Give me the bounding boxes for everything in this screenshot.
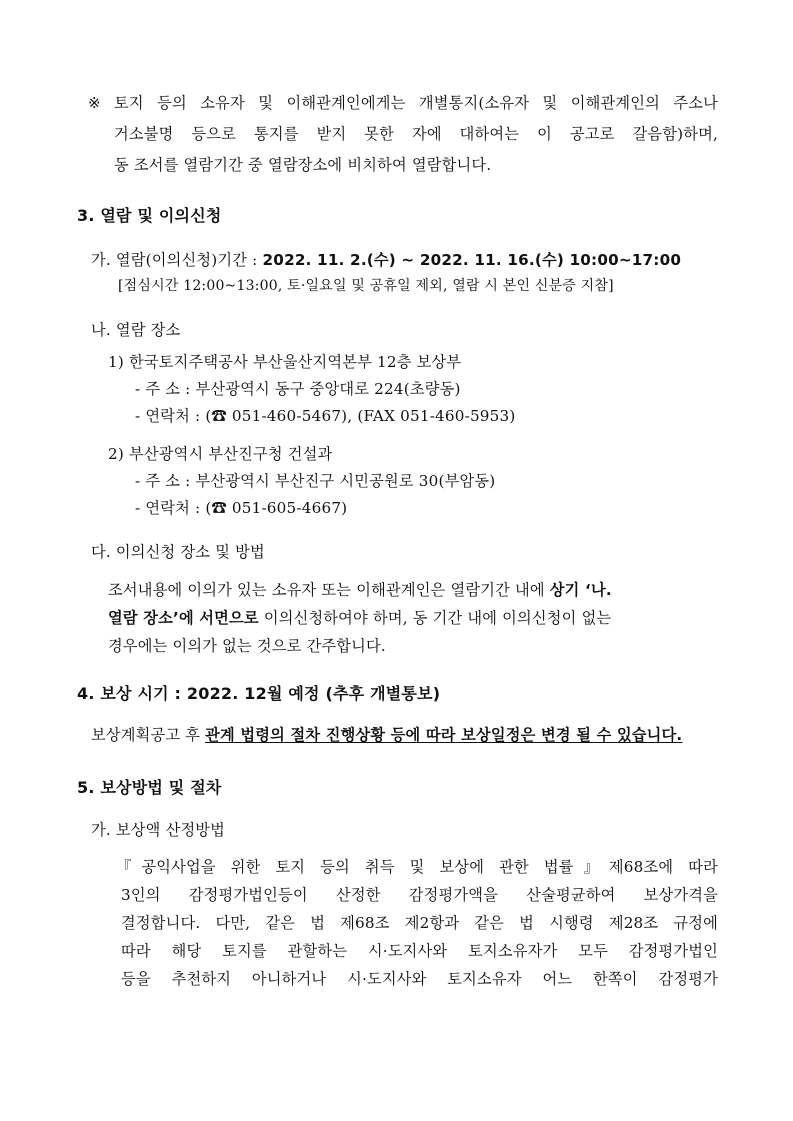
place-2-address: - 주 소 : 부산광역시 부산진구 시민공원로 30(부암동): [135, 472, 496, 490]
objection-label: 다. 이의신청 장소 및 방법: [91, 543, 265, 561]
section-5-heading: 5. 보상방법 및 절차: [77, 778, 222, 797]
schedule-note-emphasis: 관계 법령의 절차 진행상황 등에 따라 보상일정은 변경 될 수 있습니다.: [205, 726, 683, 744]
calc-para-line-5: 등을 추천하지 아니하거나 시·도지사와 토지소유자 어느 한쪽이 감정평가: [121, 970, 718, 988]
objection-text-1: 조서내용에 이의가 있는 소유자 또는 이해관계인은 열람기간 내에: [108, 581, 550, 599]
viewing-period-label: 가. 열람(이의신청)기간 :: [91, 251, 263, 269]
calc-para-line-4: 따라 해당 토지를 관할하는 시·도지사와 토지소유자가 모두 감정평가법인: [121, 942, 718, 960]
place-1-contact: - 연락처 : (☎ 051-460-5467), (FAX 051-460-5953): [135, 407, 516, 425]
place-2-contact: - 연락처 : (☎ 051-605-4667): [135, 499, 348, 517]
notice-mark: ※: [88, 94, 101, 112]
calc-para-line-2: 3인의 감정평가법인등이 산정한 감정평가액을 산술평균하여 보상가격을: [121, 886, 718, 904]
objection-line-2: [108, 607, 611, 629]
notice-line-3: 동 조서를 열람기간 중 열람장소에 비치하여 열람합니다.: [114, 156, 492, 174]
objection-text-2: 이의신청하여야 하며, 동 기간 내에 이의신청이 없는: [258, 609, 612, 627]
calc-para-line-1: 『공익사업을 위한 토지 등의 취득 및 보상에 관한 법률』제68조에 따라: [116, 858, 718, 876]
section-4-heading: 4. 보상 시기 : 2022. 12월 예정 (추후 개별통보): [77, 684, 441, 703]
compensation-calc-label: 가. 보상액 산정방법: [91, 821, 226, 839]
objection-emphasis-2: 열람 장소’에 서면으로: [108, 609, 259, 627]
schedule-note-text: 보상계획공고 후: [91, 726, 206, 744]
notice-line-1: 토지 등의 소유자 및 이해관계인에게는 개별통지(소유자 및 이해관계인의 주소나: [114, 94, 718, 112]
notice-line-2: 거소불명 등으로 통지를 받지 못한 자에 대하여는 이 공고로 갈음함)하며,: [114, 125, 718, 143]
section-3-heading: 3. 열람 및 이의신청: [77, 206, 222, 225]
place-1-name: 1) 한국토지주택공사 부산울산지역본부 12층 보상부: [108, 353, 462, 371]
viewing-period: [91, 249, 681, 271]
viewing-period-value: 2022. 11. 2.(수) ~ 2022. 11. 16.(수) 10:00~17:00: [262, 251, 682, 269]
objection-emphasis-1: 상기 ‘나.: [549, 581, 612, 599]
calc-para-line-3: 결정합니다. 다만, 같은 법 제68조 제2항과 같은 법 시행령 제28조 규정에: [121, 914, 718, 932]
compensation-schedule-note: [91, 724, 682, 746]
viewing-period-note: [점심시간 12:00~13:00, 토·일요일 및 공휴일 제외, 열람 시 본인 신분증 지참]: [118, 278, 614, 294]
place-1-address: - 주 소 : 부산광역시 동구 중앙대로 224(초량동): [135, 380, 461, 398]
objection-line-1: [108, 579, 612, 601]
viewing-places-label: 나. 열람 장소: [91, 321, 181, 339]
objection-line-3: 경우에는 이의가 없는 것으로 간주합니다.: [108, 637, 386, 655]
place-2-name: 2) 부산광역시 부산진구청 건설과: [108, 445, 333, 463]
